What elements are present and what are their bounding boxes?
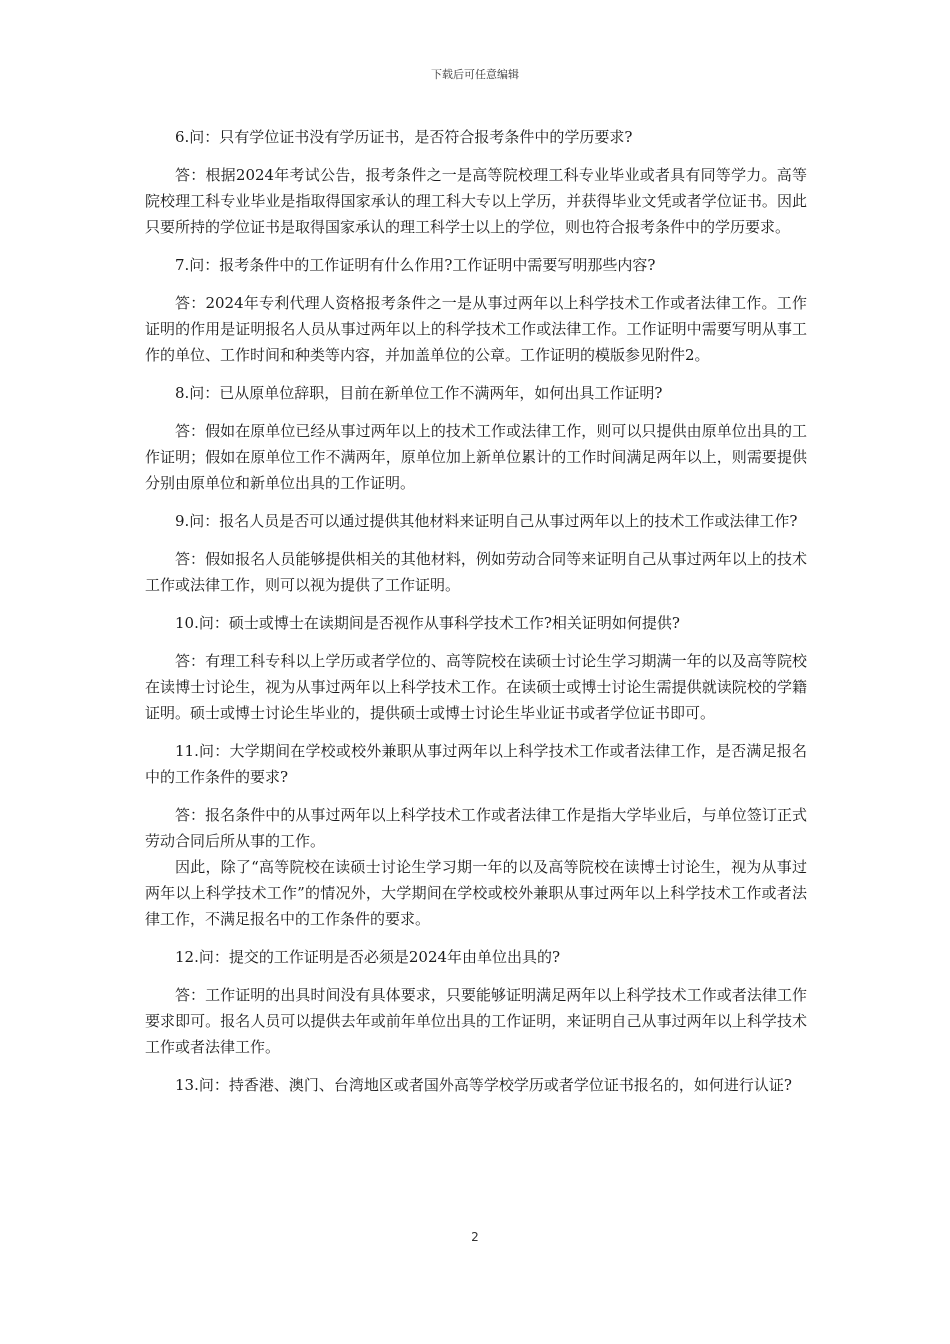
answer: 答：假如报名人员能够提供相关的其他材料，例如劳动合同等来证明自己从事过两年以上的技术工作或法律工作，则可以视为提供了工作证明。 (145, 550, 807, 594)
qa-answer-12 (145, 982, 807, 1060)
answer-continuation: 因此，除了“高等院校在读硕士讨论生学习期一年的以及高等院校在读博士讨论生，视为从事过两年以上科学技术工作”的情况外，大学期间在学校或校外兼职从事过两年以上科学技术工作或者法律工作，不满足报名中的工作条件的要求。 (145, 858, 807, 928)
answer: 答：有理工科专科以上学历或者学位的、高等院校在读硕士讨论生学习期满一年的以及高等院校在读博士讨论生，视为从事过两年以上科学技术工作。在读硕士或博士讨论生需提供就读院校的学籍证明。硕士或博士讨论生毕业的，提供硕士或博士讨论生毕业证书或者学位证书即可。 (145, 652, 807, 722)
qa-item-13 (145, 1072, 807, 1098)
qa-item-6 (145, 124, 807, 150)
qa-answer-10 (145, 648, 807, 726)
question: 6.问：只有学位证书没有学历证书，是否符合报考条件中的学历要求? (175, 128, 633, 146)
qa-answer-11 (145, 802, 807, 932)
question: 10.问：硕士或博士在读期间是否视作从事科学技术工作?相关证明如何提供? (175, 614, 680, 632)
qa-item-9 (145, 508, 807, 534)
answer: 答：工作证明的出具时间没有具体要求，只要能够证明满足两年以上科学技术工作或者法律工作要求即可。报名人员可以提供去年或前年单位出具的工作证明，来证明自己从事过两年以上科学技术工作或者法律工作。 (145, 986, 807, 1056)
answer: 答：报名条件中的从事过两年以上科学技术工作或者法律工作是指大学毕业后，与单位签订正式劳动合同后所从事的工作。 (145, 806, 807, 850)
answer: 答：根据2024年考试公告，报考条件之一是高等院校理工科专业毕业或者具有同等学力。高等院校理工科专业毕业是指取得国家承认的理工科大专以上学历，并获得毕业文凭或者学位证书。因此只要所持的学位证书是取得国家承认的理工科学士以上的学位，则也符合报考条件中的学历要求。 (145, 166, 807, 236)
question: 13.问：持香港、澳门、台湾地区或者国外高等学校学历或者学位证书报名的，如何进行认证? (175, 1076, 792, 1094)
qa-item-12 (145, 944, 807, 970)
question: 9.问：报名人员是否可以通过提供其他材料来证明自己从事过两年以上的技术工作或法律工作? (175, 512, 798, 530)
qa-item-10 (145, 610, 807, 636)
answer: 答：假如在原单位已经从事过两年以上的技术工作或法律工作，则可以只提供由原单位出具的工作证明；假如在原单位工作不满两年，原单位加上新单位累计的工作时间满足两年以上，则需要提供分别由原单位和新单位出具的工作证明。 (145, 422, 807, 492)
page-number: 2 (471, 1230, 479, 1244)
qa-answer-6 (145, 162, 807, 240)
qa-answer-9 (145, 546, 807, 598)
qa-answer-8 (145, 418, 807, 496)
qa-answer-7 (145, 290, 807, 368)
question: 11.问：大学期间在学校或校外兼职从事过两年以上科学技术工作或者法律工作，是否满足报名中的工作条件的要求? (145, 742, 807, 786)
qa-item-7 (145, 252, 807, 278)
document-body (145, 124, 807, 1110)
page-header: 下载后可任意编辑 (431, 68, 519, 81)
question: 8.问：已从原单位辞职，目前在新单位工作不满两年，如何出具工作证明? (175, 384, 663, 402)
qa-item-11 (145, 738, 807, 790)
question: 7.问：报考条件中的工作证明有什么作用?工作证明中需要写明那些内容? (175, 256, 656, 274)
answer: 答：2024年专利代理人资格报考条件之一是从事过两年以上科学技术工作或者法律工作。工作证明的作用是证明报名人员从事过两年以上的科学技术工作或法律工作。工作证明中需要写明从事工作的单位、工作时间和种类等内容，并加盖单位的公章。工作证明的模版参见附件2。 (145, 294, 807, 364)
qa-item-8 (145, 380, 807, 406)
question: 12.问：提交的工作证明是否必须是2024年由单位出具的? (175, 948, 561, 966)
